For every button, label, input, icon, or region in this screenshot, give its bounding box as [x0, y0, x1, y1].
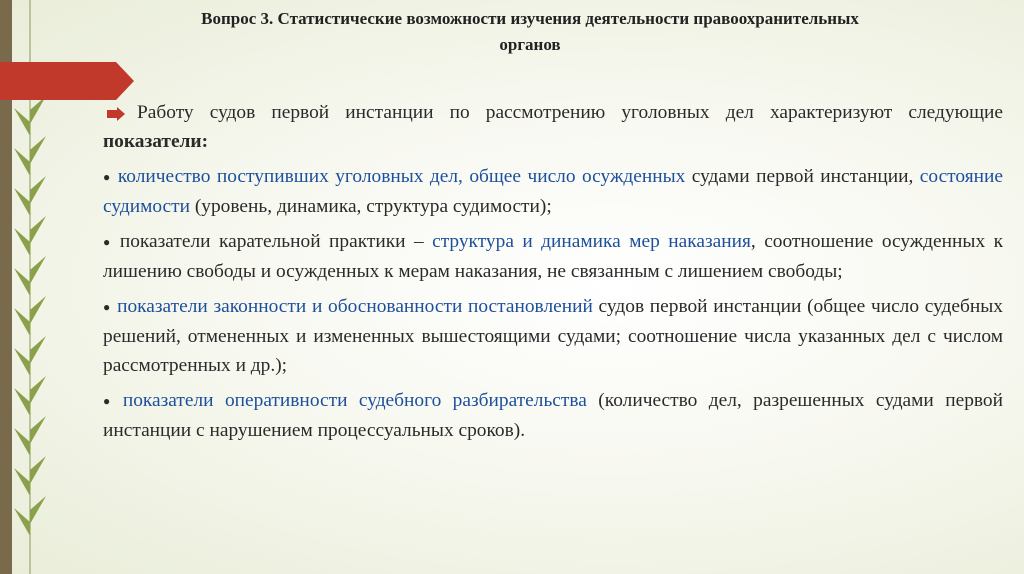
bullet-text: показатели законности и обоснованности постановлений: [117, 296, 593, 318]
bullet-dot-icon: ●: [103, 394, 117, 409]
bullet-item: [103, 227, 1003, 286]
bullet-text: количество поступивших уголовных дел, общее число осужденных: [117, 166, 686, 187]
bullet-text: структура и динамика мер наказания: [432, 231, 751, 253]
bullet-text: судов первой инстанции (общее число судебных решений, отмененных и измененных вышестоящими судами; соотношение числа указанных дел с числом рассмотренных и др.);: [103, 296, 1003, 377]
bullet-item: [103, 386, 1003, 445]
bullet-item: [103, 162, 1003, 221]
bullet-text: состояние судимости: [103, 166, 1003, 218]
bullet-text: , соотношение осужденных к лишению свободы и осужденных к мерам наказания, не связанным с лишением свободы;: [103, 231, 1003, 283]
bullet-text: (уровень, динамика, структура судимости);: [189, 196, 552, 218]
bullet-dot-icon: ●: [103, 300, 112, 315]
title-arrow-decoration: [0, 62, 134, 100]
bullet-dot-icon: ●: [103, 235, 114, 250]
intro-paragraph: [103, 98, 1003, 156]
bullet-text: судами первой инстанции,: [685, 166, 920, 187]
intro-bold: показатели:: [103, 131, 209, 152]
bullet-dot-icon: ●: [103, 170, 112, 185]
slide-title: Вопрос 3. Статистические возможности изучения деятельности правоохранительных органов: [201, 9, 859, 54]
arrow-bullet-icon: [107, 107, 125, 121]
intro-text: Работу судов первой инстанции по рассмотрению уголовных дел характеризуют следующие: [137, 102, 1003, 123]
bullet-list: [103, 162, 1003, 445]
slide-body: [103, 98, 1003, 451]
bullet-item: [103, 292, 1003, 380]
bullet-text: (количество дел, разрешенных судами первой инстанции с нарушением процессуальных сроков).: [103, 390, 1004, 442]
bullet-text: показатели оперативности судебного разбирательства: [122, 390, 587, 412]
bullet-text: показатели карательной практики –: [119, 231, 433, 253]
